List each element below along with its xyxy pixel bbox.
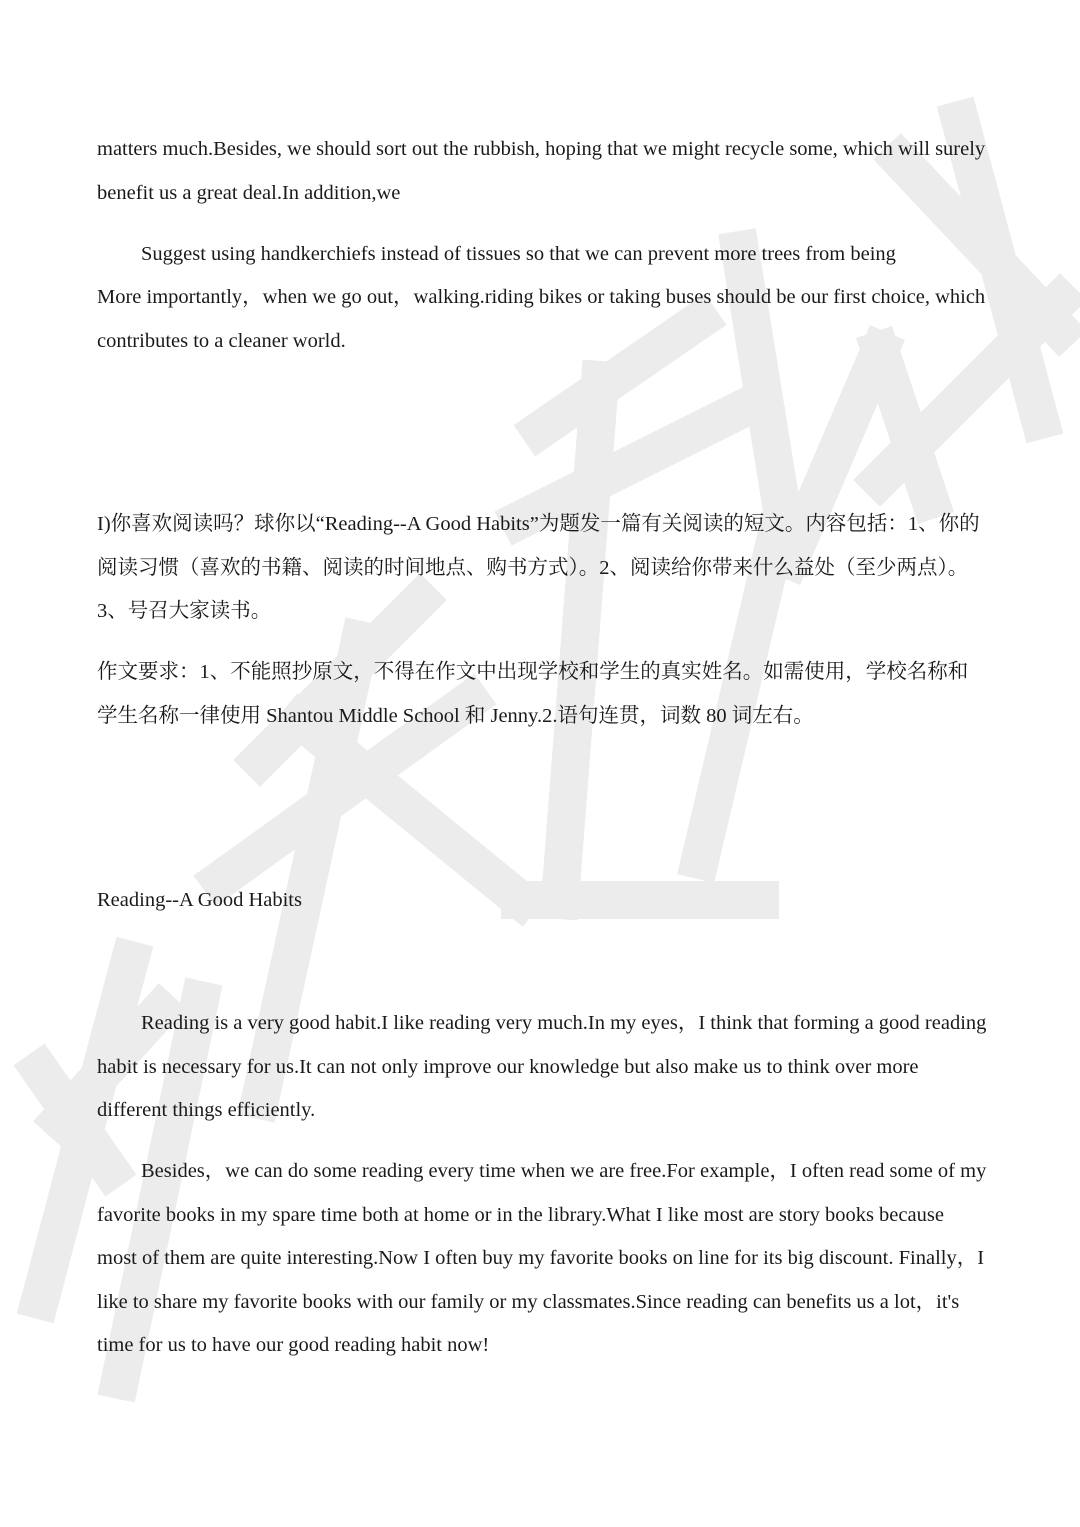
writing-task-prompt: I)你喜欢阅读吗？球你以“Reading--A Good Habits”为题发一篇有关阅读的短文。内容包括：1、你的阅读习惯（喜欢的书籍、阅读的时间地点、购书方式）。2、阅读给你带来什么益处（至少两点）。3、号召大家读书。: [97, 513, 980, 622]
paragraph-importantly: More importantly，when we go out，walking.riding bikes or taking buses should be our first choice, which contributes to a cleaner world.: [97, 286, 986, 352]
essay-paragraph-1: Reading is a very good habit.I like reading very much.In my eyes，I think that forming a good reading habit is necessary for us.It can not only improve our knowledge but also make us to think over more different things efficiently.: [97, 1012, 987, 1121]
essay-title: Reading--A Good Habits: [97, 889, 302, 911]
essay-paragraph-2: Besides，we can do some reading every time when we are free.For example，I often read some of my favorite books in my spare time both at home or in the library.What I like most are story books because most of them are quite interesting.Now I often buy my favorite books on line for its big discount. Finally，I like to share my favorite books with our family or my classmates.Since reading can benefits us a lot，it's time for us to have our good reading habit now!: [97, 1160, 987, 1356]
paragraph-continuation: matters much.Besides, we should sort out the rubbish, hoping that we might recycle some, which will surely benefit us a great deal.In addition,we: [97, 138, 986, 204]
paragraph-suggest-line: Suggest using handkerchiefs instead of tissues so that we can prevent more trees from being: [141, 243, 896, 265]
writing-requirements: 作文要求：1、不能照抄原文，不得在作文中出现学校和学生的真实姓名。如需使用，学校名称和学生名称一律使用 Shantou Middle School 和 Jenny.2.语句连贯，词数 80 词左右。: [97, 661, 969, 727]
